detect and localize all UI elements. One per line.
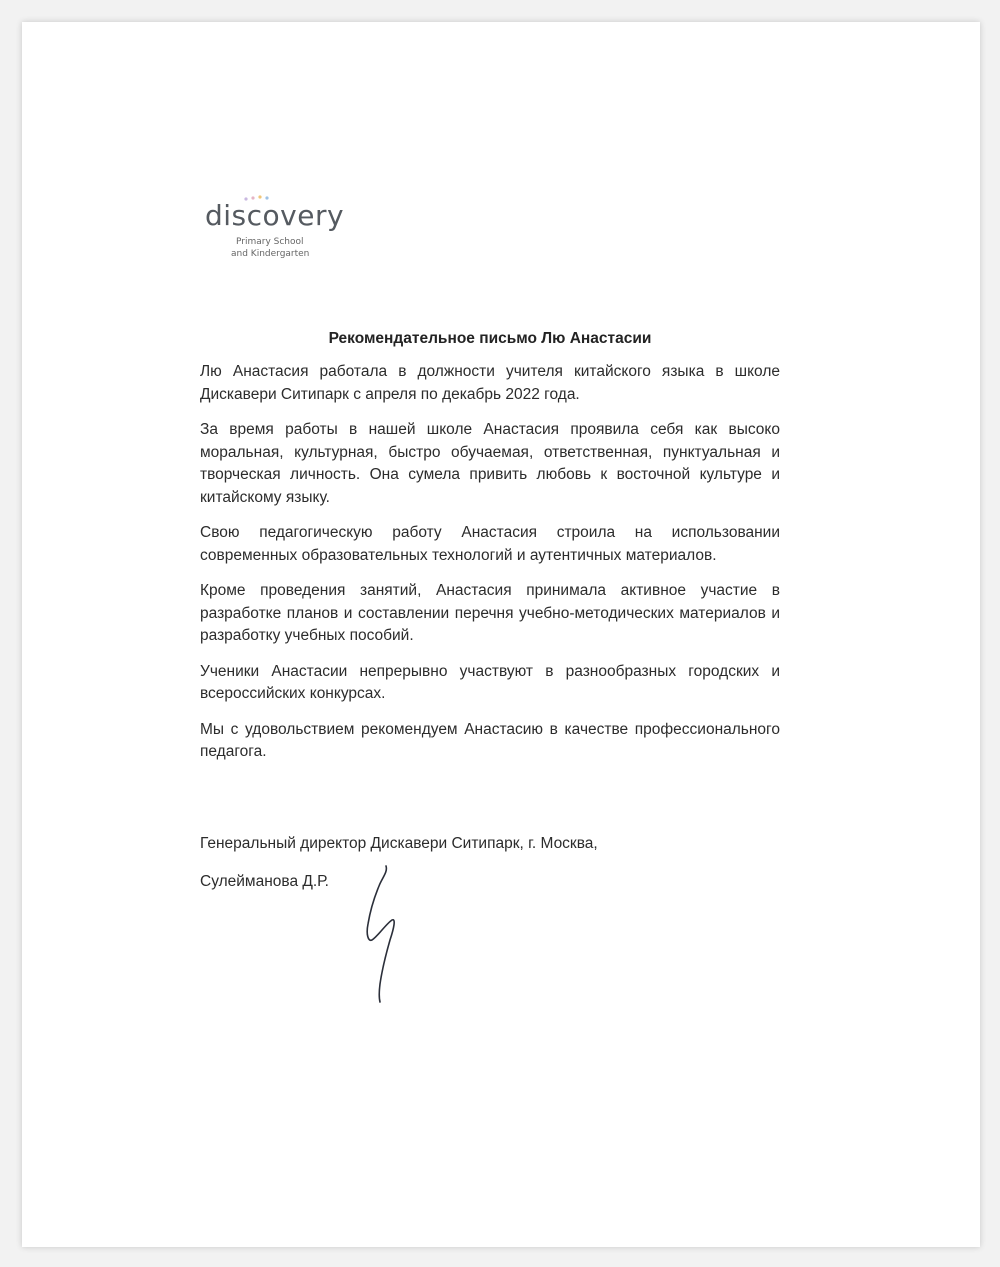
school-logo bbox=[205, 192, 345, 267]
paragraph: Лю Анастасия работала в должности учителя китайского языка в школе Дискавери Ситипарк с апреля по декабрь 2022 года. bbox=[200, 363, 780, 403]
paragraph: Мы с удовольствием рекомендуем Анастасию в качестве профессионального педагога. bbox=[200, 720, 780, 760]
signatory-name: Сулейманова Д.Р. bbox=[200, 873, 329, 890]
logo-wordmark: discovery bbox=[205, 199, 345, 232]
paragraph: За время работы в нашей школе Анастасия проявила себя как высоко моральная, культурная, быстро обучаемая, ответственная, пунктуальная и творческая личность. Она сумела привить любовь к восточной культуре и китайскому языку. bbox=[200, 421, 780, 506]
paragraph: Свою педагогическую работу Анастасия строила на использовании современных образовательных технологий и аутентичных материалов. bbox=[200, 524, 780, 564]
signatory-title: Генеральный директор Дискавери Ситипарк, г. Москва, bbox=[200, 835, 598, 852]
paragraph: Ученики Анастасии непрерывно участвуют в разнообразных городских и всероссийских конкурсах. bbox=[200, 662, 780, 702]
handwritten-signature bbox=[352, 862, 412, 1007]
logo-subtitle-line1: Primary School bbox=[236, 237, 304, 247]
letter-title: Рекомендательное письмо Лю Анастасии bbox=[328, 330, 652, 347]
letter-body bbox=[200, 361, 780, 777]
logo-subtitle-line2: and Kindergarten bbox=[231, 249, 310, 259]
paragraph: Кроме проведения занятий, Анастасия принимала активное участие в разработке планов и составлении перечня учебно-методических материалов и разработку учебных пособий. bbox=[200, 582, 780, 644]
